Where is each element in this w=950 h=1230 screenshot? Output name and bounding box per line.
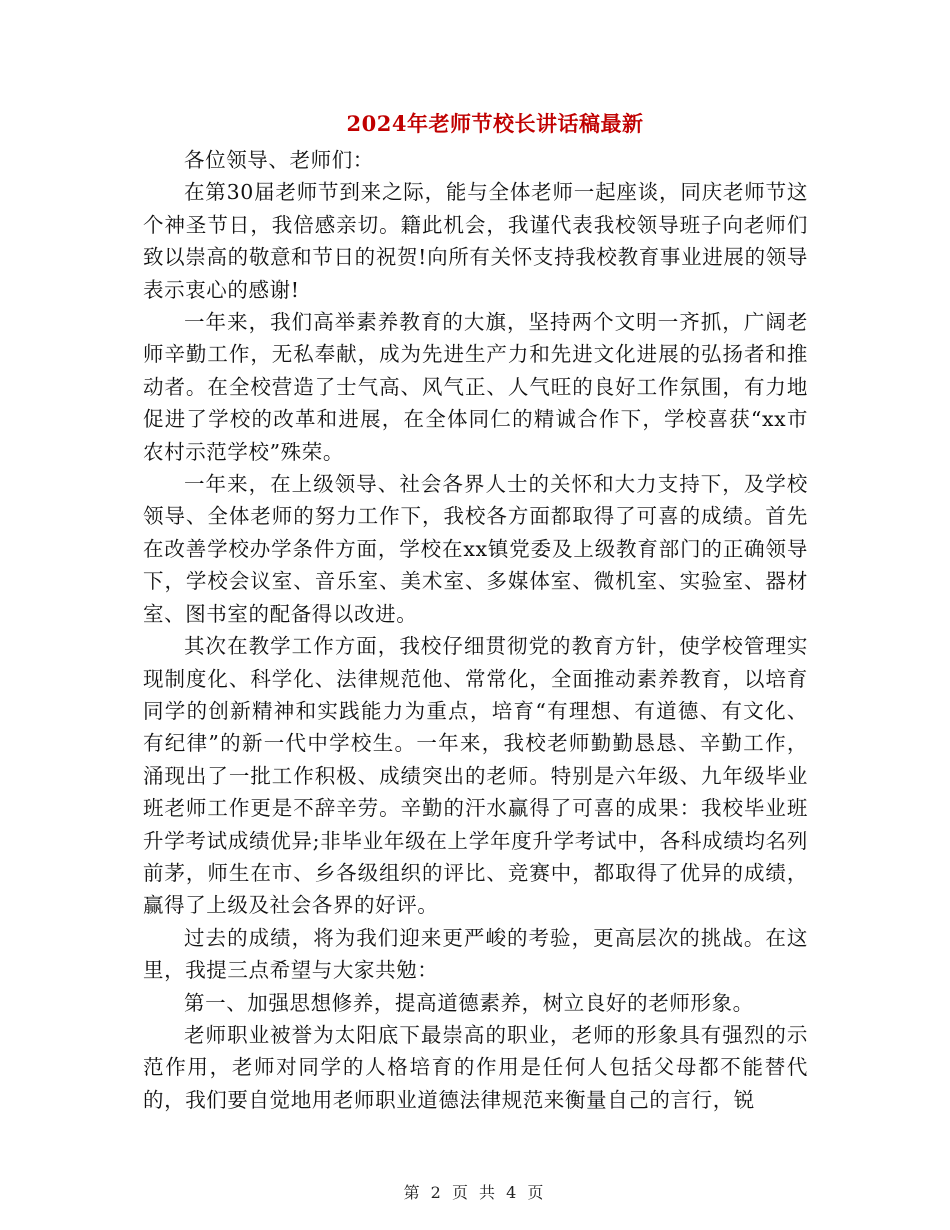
paragraph-challenges: 过去的成绩，将为我们迎来更严峻的考验，更高层次的挑战。在这里，我提三点希望与大家共勉： — [143, 925, 808, 983]
paragraph-year-review: 一年来，我们高举素养教育的大旗，坚持两个文明一齐抓，广阔老师辛勤工作，无私奉献，成为先进生产力和先进文化进展的弘扬者和推动者。在全校营造了士气高、风气正、人气旺的良好工作氛围，有力地促进了学校的改革和进展，在全体同仁的精诚合作下，学校喜获“xx市农村示范学校”殊荣。 — [143, 310, 808, 464]
paragraph-teacher-profession: 老师职业被誉为太阳底下最崇高的职业，老师的形象具有强烈的示范作用，老师对同学的人格培育的作用是任何人包括父母都不能替代的，我们要自觉地用老师职业道德法律规范来衡量自己的言行，锐 — [143, 1022, 808, 1112]
paragraph-opening: 在第30届老师节到来之际，能与全体老师一起座谈，同庆老师节这个神圣节日，我倍感亲切。籍此机会，我谨代表我校领导班子向老师们致以崇高的敬意和节日的祝贺!向所有关怀支持我校教育事业进展的领导表示衷心的感谢! — [143, 180, 808, 302]
page-footer: 第 2 页 共 4 页 — [403, 1183, 547, 1202]
paragraph-teaching-work: 其次在教学工作方面，我校仔细贯彻党的教育方针，使学校管理实现制度化、科学化、法律规范他、常常化，全面推动素养教育，以培育同学的创新精神和实践能力为重点，培育“有理想、有道德、有文化、有纪律”的新一代中学校生。一年来，我校老师勤勤恳恳、辛勤工作，涌现出了一批工作积极、成绩突出的老师。特别是六年级、九年级毕业班老师工作更是不辞辛劳。辛勤的汗水赢得了可喜的成果：我校毕业班升学考试成绩优异;非毕业年级在上学年度升学考试中，各科成绩均名列前茅，师生在市、乡各级组织的评比、竞赛中，都取得了优异的成绩，赢得了上级及社会各界的好评。 — [143, 634, 808, 918]
paragraph-hope-one: 第一、加强思想修养，提高道德素养，树立良好的老师形象。 — [184, 990, 754, 1015]
document-title: 2024年老师节校长讲话稿最新 — [346, 111, 644, 136]
paragraph-achievements: 一年来，在上级领导、社会各界人士的关怀和大力支持下，及学校领导、全体老师的努力工作下，我校各方面都取得了可喜的成绩。首先在改善学校办学条件方面，学校在xx镇党委及上级教育部门的正确领导下，学校会议室、音乐室、美术室、多媒体室、微机室、实验室、器材室、图书室的配备得以改进。 — [143, 472, 808, 626]
paragraph-salutation: 各位领导、老师们： — [184, 148, 374, 172]
document-body — [143, 144, 808, 1116]
